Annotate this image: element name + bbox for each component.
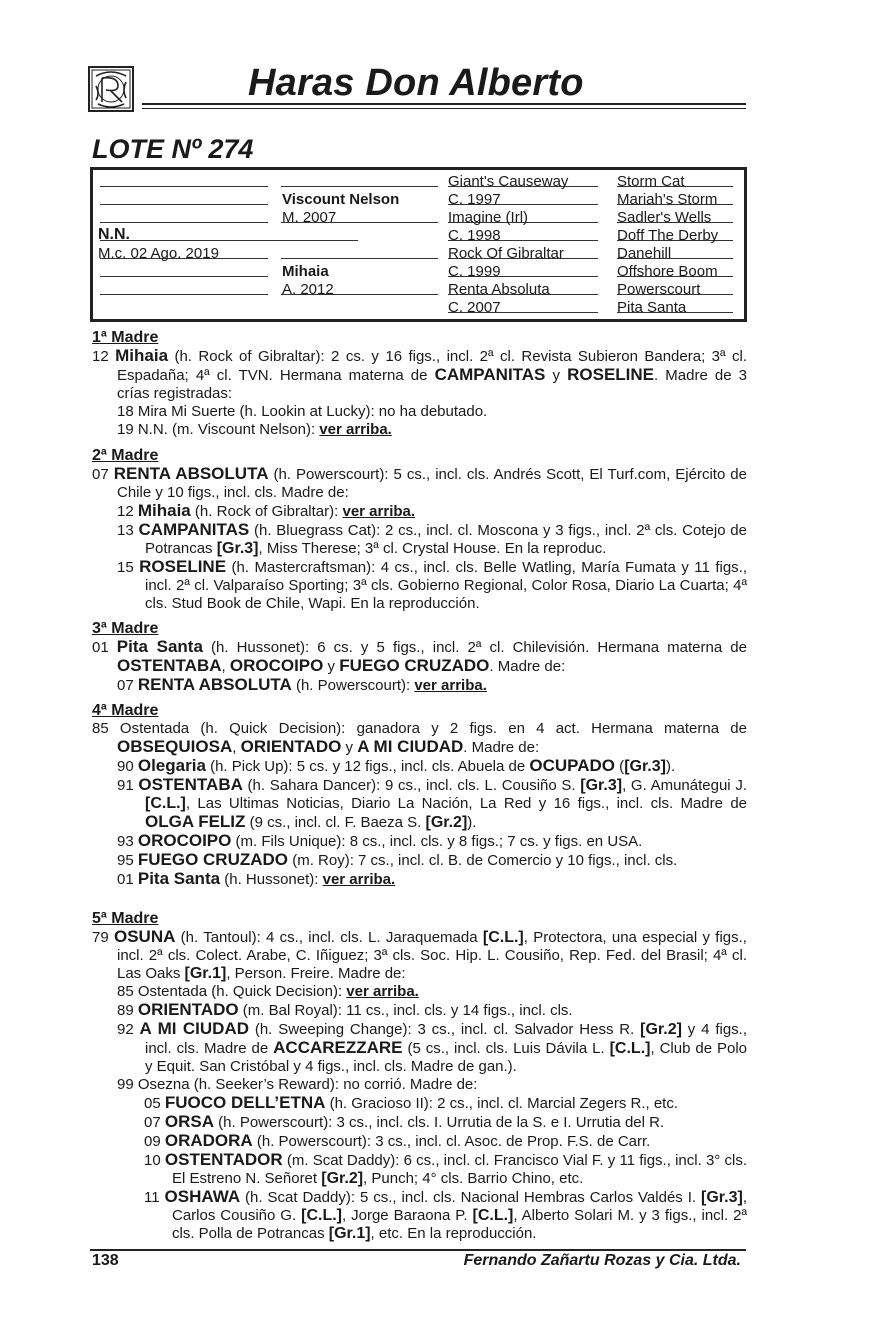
grandparent-name: Imagine (Irl) [448,209,529,226]
pedigree-table [90,167,747,322]
ver-arriba-link: ver arriba. [319,421,392,438]
haras-logo-icon [88,66,134,112]
dam-paragraph: 79 OSUNA (h. Tantoul): 4 cs., incl. cls. L. Jaraquemada [C.L.], Protectora, una especial y figs., incl. 2ª cls. Colect. Arabe, C. Iñiguez; 3ª cls. Soc. Hip. L. Cousiño, Rep. Fed. del Brasil; 4ª cl. Las Oaks [Gr.1], Person. Freire. Madre de: [92,927,747,982]
grand-offspring-entry: 05 FUOCO DELL’ETNA (h. Gracioso II): 2 cs., incl. cl. Marcial Zegers R., etc. [144,1093,679,1112]
lot-title: LOTE Nº 274 [92,134,254,164]
pedigree-line [100,186,268,187]
sire-detail: M. 2007 [282,209,337,226]
pedigree-line [100,222,268,223]
great-grandparent: Powerscourt [617,281,701,298]
ver-arriba-link: ver arriba. [322,871,396,888]
grandparent-name: Renta Absoluta [448,281,550,298]
offspring-entry: 19 N.N. (m. Viscount Nelson): ver arriba. [117,421,392,438]
horse-detail: M.c. 02 Ago. 2019 [98,245,219,262]
great-grandparent: Offshore Boom [617,263,718,280]
horse-name: N.N. [98,226,130,243]
pedigree-line [281,258,438,259]
grandparent-detail: C. 2007 [448,299,501,316]
ver-arriba-link: ver arriba. [414,677,487,694]
section-3a-madre [92,619,747,695]
sire-name: Viscount Nelson [282,191,400,208]
grand-offspring-entry: 07 ORSA (h. Powerscourt): 3 cs., incl. cls. I. Urrutia de la S. e I. Urrutia del R. [144,1112,665,1131]
header-rule [142,103,746,105]
grand-offspring-entry: 10 OSTENTADOR (m. Scat Daddy): 6 cs., incl. cl. Francisco Vial F. y 11 figs., incl. 3° cls. El Estreno N. Señoret [Gr.2], Punch; 4° cls. Barrio Chino, etc. [144,1150,747,1187]
grandparent-name: Rock Of Gibraltar [448,245,564,262]
dam-paragraph: 01 Pita Santa (h. Hussonet): 6 cs. y 5 figs., incl. 2ª cl. Chilevisión. Hermana materna de OSTENTABA, OROCOIPO y FUEGO CRUZADO. Madre de: [92,637,747,675]
great-grandparent: Danehill [617,245,672,262]
offspring-entry: 93 OROCOIPO (m. Fils Unique): 8 cs., incl. cls. y 8 figs.; 7 cs. y figs. en USA. [117,831,643,850]
offspring-entry: 13 CAMPANITAS (h. Bluegrass Cat): 2 cs., incl. cl. Moscona y 3 figs., incl. 2ª cls. Cotejo de Potrancas [Gr.3], Miss Therese; 3ª cl. Crystal House. En la reproduc. [117,520,747,557]
offspring-entry: 99 Osezna (h. Seeker’s Reward): no corrió. Madre de: [117,1076,478,1093]
great-grandparent: Sadler's Wells [617,209,712,226]
offspring-entry: 92 A MI CIUDAD (h. Sweeping Change): 3 cs., incl. cl. Salvador Hess R. [Gr.2] y 4 figs., incl. cls. Madre de ACCAREZZARE (5 cs., incl. cls. Luis Dávila L. [C.L.], Club de Polo y Equit. San Cristóbal y 4 figs., incl. cls. Madre de gan.). [117,1019,748,1075]
dam-paragraph: 07 RENTA ABSOLUTA (h. Powerscourt): 5 cs., incl. cls. Andrés Scott, El Turf.com, Ejército de Chile y 10 figs., incl. cls. Madre de: [92,464,747,501]
offspring-entry: 95 FUEGO CRUZADO (m. Roy): 7 cs., incl. cl. B. de Comercio y 10 figs., incl. cls. [117,850,678,869]
ver-arriba-link: ver arriba. [342,503,416,520]
offspring-entry: 01 Pita Santa (h. Hussonet): ver arriba. [117,869,396,888]
section-4a-madre [92,701,747,889]
great-grandparent: Doff The Derby [617,227,719,244]
dam-name: Mihaia [282,263,329,280]
great-grandparent: Pita Santa [617,299,687,316]
great-grandparent: Mariah's Storm [617,191,718,208]
dam-paragraph: 85 Ostentada (h. Quick Decision): ganadora y 2 figs. en 4 act. Hermana materna de OBSEQUIOSA, ORIENTADO y A MI CIUDAD. Madre de: [92,720,747,756]
grandparent-name: Giant's Causeway [448,173,569,190]
great-grandparent: Storm Cat [617,173,685,190]
header-rule-thin [142,108,746,109]
offspring-entry: 15 ROSELINE (h. Mastercraftsman): 4 cs., incl. cls. Belle Watling, María Fumata y 11 figs., incl. 2ª cl. Valparaíso Sporting; 3ª cls. Gobierno Regional, Color Rosa, Diario La Cuarta; 4ª cls. Stud Book de Chile, Wapi. En la reproducción. [117,557,747,612]
dam-detail: A. 2012 [282,281,334,298]
footer-rule [90,1249,746,1251]
ver-arriba-link: ver arriba. [346,983,419,1000]
section-heading: 3ª Madre [92,620,159,637]
section-2a-madre [92,446,747,613]
offspring-entry: 90 Olegaria (h. Pick Up): 5 cs. y 12 figs., incl. cls. Abuela de OCUPADO ([Gr.3]). [117,756,676,775]
dam-paragraph: 12 Mihaia (h. Rock of Gibraltar): 2 cs. y 16 figs., incl. 2ª cl. Revista Subieron Bandera; 3ª cl. Espadaña; 4ª cl. TVN. Hermana materna de CAMPANITAS y ROSELINE. Madre de 3 crías registradas: [92,346,748,402]
offspring-entry: 85 Ostentada (h. Quick Decision): ver arriba. [117,983,419,1000]
grandparent-detail: C. 1999 [448,263,501,280]
grandparent-detail: C. 1998 [448,227,501,244]
pedigree-line [100,294,268,295]
section-5a-madre [92,909,747,1243]
offspring-entry: 18 Mira Mi Suerte (h. Lookin at Lucky): no ha debutado. [117,403,488,420]
offspring-entry: 07 RENTA ABSOLUTA (h. Powerscourt): ver arriba. [117,675,487,694]
pedigree-line [100,276,268,277]
page-number: 138 [92,1252,119,1269]
grand-offspring-entry: 11 OSHAWA (h. Scat Daddy): 5 cs., incl. cls. Nacional Hembras Carlos Valdés I. [Gr.3], Carlos Cousiño G. [C.L.], Jorge Baraona P. [C.L.], Alberto Solari M. y 3 figs., incl. 2ª cls. Polla de Potrancas [Gr.1], etc. En la reproducción. [144,1187,748,1242]
section-heading: 5ª Madre [92,910,159,927]
offspring-entry: 91 OSTENTABA (h. Sahara Dancer): 9 cs., incl. cls. L. Cousiño S. [Gr.3], G. Amunátegui J. [C.L.], Las Ultimas Noticias, Diario La Nación, La Red y 16 figs., incl. cls. Madre de OLGA FELIZ (9 cs., incl. cl. F. Baeza S. [Gr.2]). [117,775,747,831]
section-heading: 4ª Madre [92,702,159,719]
publisher-name: Fernando Zañartu Rozas y Cia. Ltda. [463,1252,741,1269]
section-heading: 2ª Madre [92,447,159,464]
section-1a-madre [92,328,747,439]
section-heading: 1ª Madre [92,329,159,346]
pedigree-line [100,240,358,241]
pedigree-line [100,204,268,205]
offspring-entry: 12 Mihaia (h. Rock of Gibraltar): ver arriba. [117,501,416,520]
grandparent-detail: C. 1997 [448,191,501,208]
grand-offspring-entry: 09 ORADORA (h. Powerscourt): 3 cs., incl. cl. Asoc. de Prop. F.S. de Carr. [144,1131,651,1150]
offspring-entry: 89 ORIENTADO (m. Bal Royal): 11 cs., incl. cls. y 14 figs., incl. cls. [117,1000,573,1019]
pedigree-line [281,186,438,187]
page-title: Haras Don Alberto [248,62,584,104]
